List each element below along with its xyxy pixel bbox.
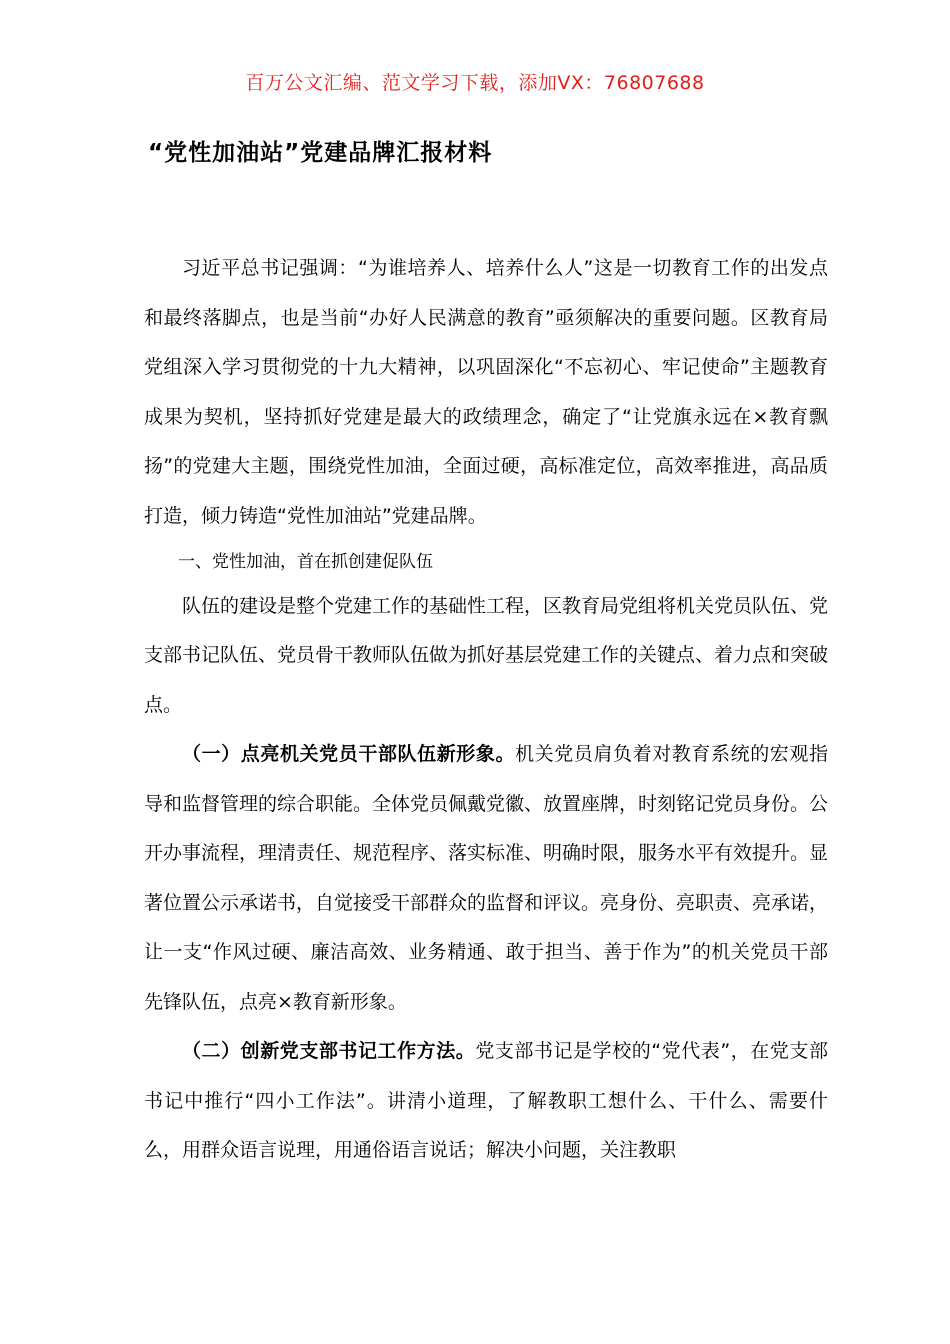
section-heading-1: 一、党性加油，首在抓创建促队伍 xyxy=(178,551,433,572)
document-title: “党性加油站”党建品牌汇报材料 xyxy=(148,140,493,166)
item-2-lead: （二）创新党支部书记工作方法。 xyxy=(182,1040,476,1063)
header-banner: 百万公文汇编、范文学习下载，添加VX：76807688 xyxy=(245,72,705,94)
document-body xyxy=(144,244,828,1176)
section1-item-1 xyxy=(144,730,828,1027)
item-1-lead: （一）点亮机关党员干部队伍新形象。 xyxy=(182,743,516,766)
item-1-text: 机关党员肩负着对教育系统的宏观指导和监督管理的综合职能。全体党员佩戴党徽、放置座牌，时刻铭记党员身份。公开办事流程，理清责任、规范程序、落实标准、明确时限，服务水平有效提升。显著位置公示承诺书，自觉接受干部群众的监督和评议。亮身份、亮职责、亮承诺，让一支“作风过硬、廉洁高效、业务精通、敢于担当、善于作为”的机关党员干部先锋队伍，点亮×教育新形象。 xyxy=(144,743,829,1013)
section1-item-2 xyxy=(144,1027,828,1176)
intro-paragraph: 习近平总书记强调：“为谁培养人、培养什么人”这是一切教育工作的出发点和最终落脚点，也是当前“办好人民满意的教育”亟须解决的重要问题。区教育局党组深入学习贯彻党的十九大精神，以巩固深化“不忘初心、牢记使命”主题教育成果为契机，坚持抓好党建是最大的政绩理念，确定了“让党旗永远在×教育飘扬”的党建大主题，围绕党性加油，全面过硬，高标准定位，高效率推进，高品质打造，倾力铸造“党性加油站”党建品牌。 xyxy=(144,257,828,527)
section1-paragraph: 队伍的建设是整个党建工作的基础性工程，区教育局党组将机关党员队伍、党支部书记队伍、党员骨干教师队伍做为抓好基层党建工作的关键点、着力点和突破点。 xyxy=(144,594,829,716)
item-2-text: 党支部书记是学校的“党代表”，在党支部书记中推行“四小工作法”。讲清小道理，了解教职工想什么、干什么、需要什么，用群众语言说理，用通俗语言说话；解决小问题，关注教职 xyxy=(144,1040,828,1162)
